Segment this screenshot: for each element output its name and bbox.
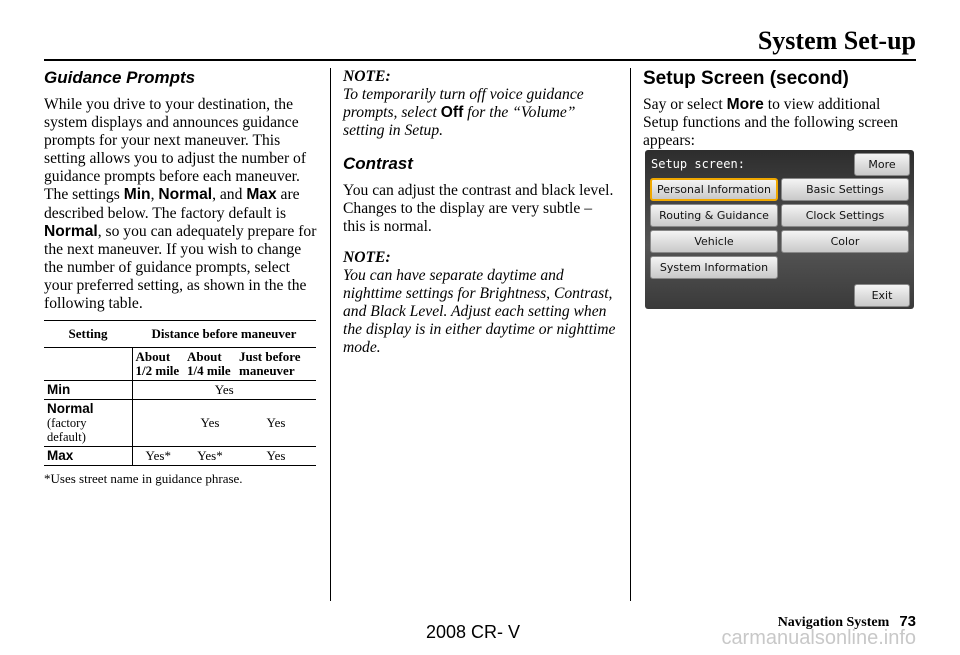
routing-guidance-button[interactable]: Routing & Guidance bbox=[650, 204, 778, 227]
setting-term: Normal bbox=[158, 186, 213, 204]
text: , so you can adequately prepare for the next maneuver. If you wish to change the number of guidance prompts, select your preferred setting, as shown in the the following table. bbox=[44, 222, 317, 313]
basic-settings-button[interactable]: Basic Settings bbox=[781, 178, 909, 201]
column-notes-contrast bbox=[343, 68, 618, 357]
table-cell: Yes bbox=[266, 448, 286, 464]
setting-term: More bbox=[726, 96, 764, 113]
clock-settings-button[interactable]: Clock Settings bbox=[781, 204, 909, 227]
table-row bbox=[44, 381, 316, 400]
section-heading: Contrast bbox=[343, 154, 413, 174]
guidance-paragraph bbox=[44, 96, 319, 313]
table-cell bbox=[132, 400, 184, 447]
text: , and bbox=[212, 186, 247, 204]
table-row bbox=[44, 400, 316, 447]
system-information-button[interactable]: System Information bbox=[650, 256, 778, 279]
table-cell: Yes* bbox=[197, 448, 223, 464]
text: To temporarily turn off voice guidance prompts, select bbox=[343, 86, 584, 122]
note-text: You can have separate daytime and nighttime settings for Brightness, Contrast, and Black Level. Adjust each setting when the display is in either daytime or nighttime mode. bbox=[343, 266, 616, 356]
text: for the “Volume” setting in Setup. bbox=[343, 104, 576, 140]
table-cell: Yes* bbox=[132, 447, 184, 466]
note-label: NOTE: bbox=[343, 248, 391, 266]
page-number: 73 bbox=[899, 613, 916, 630]
row-label: Normal bbox=[47, 401, 94, 417]
page-title: System Set-up bbox=[757, 26, 916, 55]
table-cell: Yes bbox=[200, 415, 220, 431]
setting-term: Normal bbox=[44, 222, 98, 240]
exit-button[interactable]: Exit bbox=[854, 284, 910, 307]
setting-term: Min bbox=[123, 186, 151, 204]
column-divider bbox=[630, 68, 631, 601]
more-button[interactable]: More bbox=[854, 153, 910, 176]
table-row bbox=[44, 447, 316, 466]
table-cell: Min bbox=[47, 382, 71, 398]
footer-model: 2008 CR- V bbox=[426, 622, 521, 642]
table-cell: Yes bbox=[266, 415, 286, 431]
table-cell: Yes bbox=[132, 381, 316, 400]
color-button[interactable]: Color bbox=[781, 230, 909, 253]
table-cell: Max bbox=[47, 448, 74, 464]
contrast-paragraph: You can adjust the contrast and black level. Changes to the display are very subtle – this is normal. bbox=[343, 182, 614, 236]
text: to view additional Setup functions and the following screen appears: bbox=[643, 96, 899, 150]
table-cell bbox=[44, 400, 132, 447]
table-header: Distance before maneuver bbox=[151, 326, 297, 342]
setup-screen-image bbox=[645, 150, 914, 309]
setting-term: Off bbox=[440, 104, 464, 122]
watermark: carmanualsonline.info bbox=[721, 627, 916, 649]
screen-title: Setup screen: bbox=[651, 157, 745, 171]
section-heading: Guidance Prompts bbox=[44, 68, 196, 87]
setup-paragraph bbox=[643, 96, 918, 150]
text: , bbox=[150, 186, 159, 204]
setting-term: Max bbox=[246, 186, 277, 204]
table-subheader: Just before maneuver bbox=[239, 349, 301, 379]
column-setup-screen bbox=[643, 68, 918, 150]
table-subheader: About 1/4 mile bbox=[187, 349, 231, 379]
row-sublabel: (factory default) bbox=[47, 416, 87, 445]
text: While you drive to your destination, the system displays and announces guidance prompts for your next maneuver. This setting allows you to adjust the number of guidance prompts before each maneuver. The settings bbox=[44, 96, 307, 204]
section-heading: Setup Screen (second) bbox=[643, 68, 849, 89]
table-cell bbox=[44, 348, 132, 381]
text: are described below. The factory default is bbox=[44, 186, 300, 222]
column-guidance-prompts bbox=[44, 68, 319, 487]
table-footnote: *Uses street name in guidance phrase. bbox=[44, 471, 243, 487]
personal-information-button[interactable]: Personal Information bbox=[650, 178, 778, 201]
table-subheader: About 1/2 mile bbox=[132, 348, 184, 381]
note-text bbox=[343, 86, 618, 140]
guidance-table bbox=[44, 320, 316, 466]
footer-section: Navigation System bbox=[777, 615, 890, 630]
text: Say or select bbox=[643, 96, 727, 113]
note-label: NOTE: bbox=[343, 68, 391, 85]
vehicle-button[interactable]: Vehicle bbox=[650, 230, 778, 253]
column-divider bbox=[330, 68, 331, 601]
header-rule bbox=[44, 59, 916, 61]
table-header: Setting bbox=[68, 326, 108, 342]
